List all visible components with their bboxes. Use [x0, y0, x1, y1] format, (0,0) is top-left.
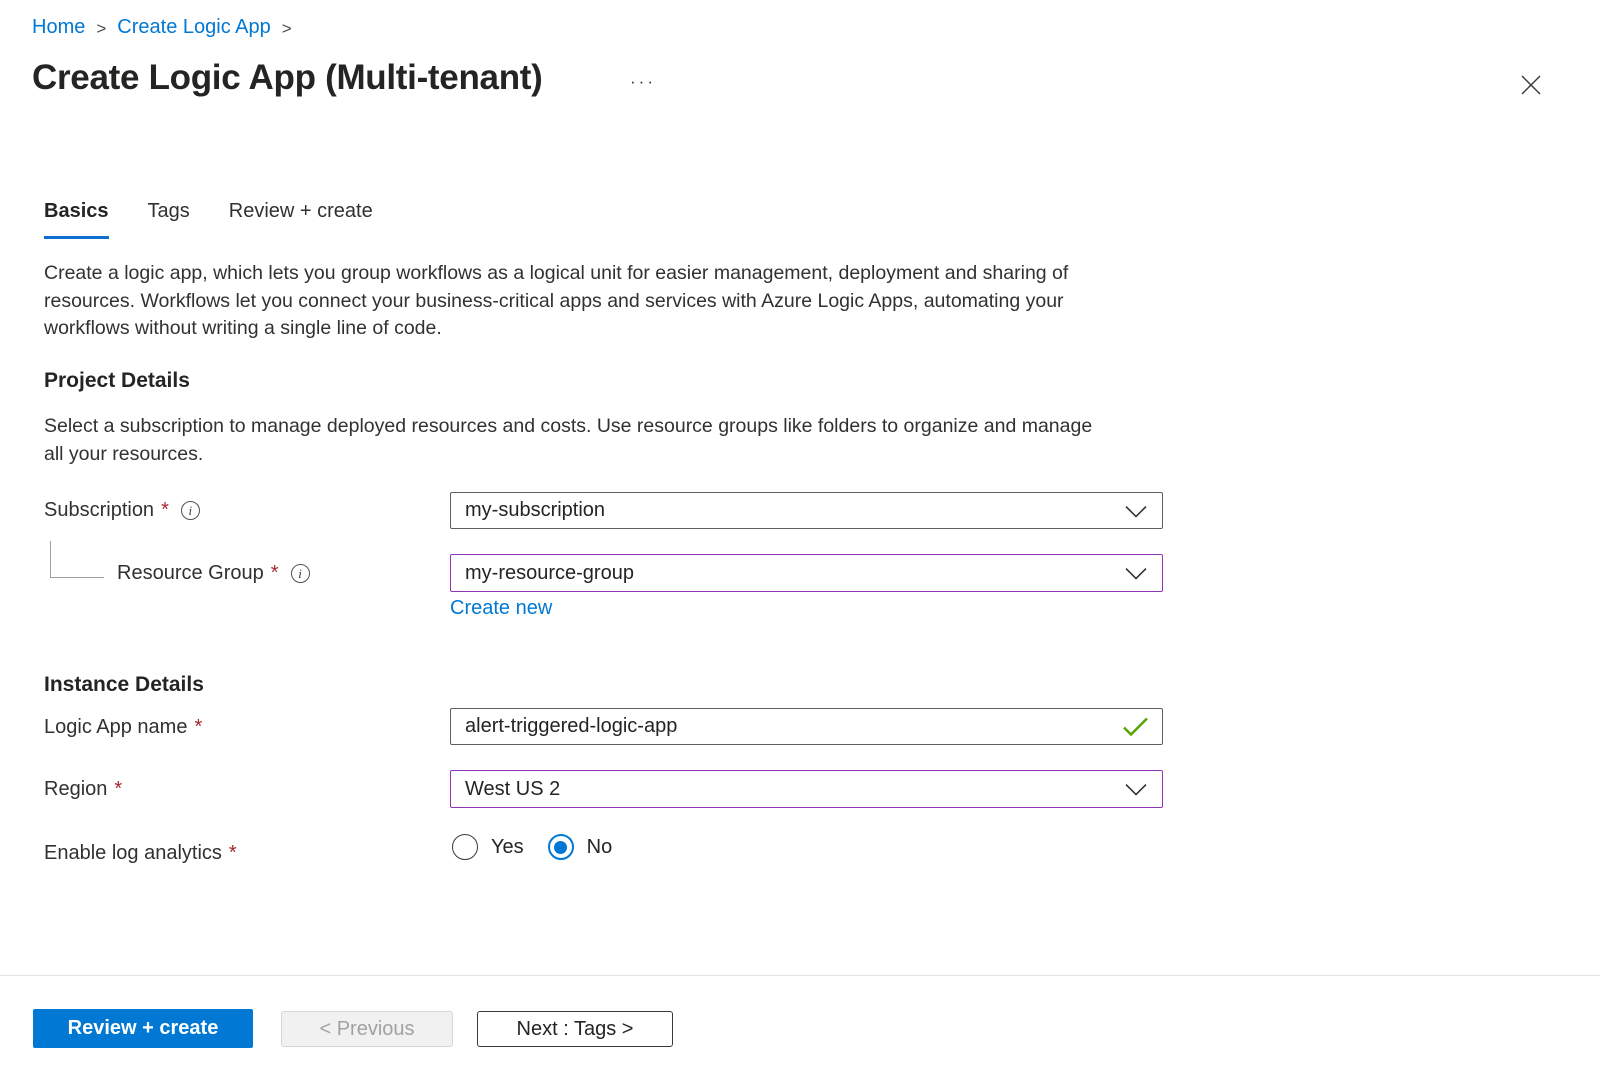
resource-group-value: my-resource-group: [465, 561, 634, 584]
project-details-heading: Project Details: [44, 369, 190, 392]
radio-label-yes: Yes: [491, 835, 524, 858]
region-dropdown[interactable]: [450, 770, 1163, 808]
more-options-button[interactable]: ···: [630, 72, 656, 91]
resource-group-dropdown[interactable]: [450, 554, 1163, 592]
tab-basics[interactable]: Basics: [44, 200, 109, 239]
enable-log-analytics-label: [44, 842, 237, 865]
hierarchy-connector-line: [50, 541, 104, 578]
logic-app-name-label: [44, 716, 202, 739]
region-label-text: Region: [44, 778, 108, 800]
required-asterisk: *: [114, 778, 123, 800]
valid-check-icon: [1122, 716, 1149, 737]
breadcrumb-separator: >: [96, 18, 107, 38]
region-value: West US 2: [465, 777, 561, 800]
radio-label-no: No: [586, 835, 613, 858]
radio-option-yes[interactable]: [452, 834, 524, 860]
logic-app-name-value: alert-triggered-logic-app: [465, 715, 678, 737]
tab-tags[interactable]: Tags: [147, 200, 190, 222]
project-details-description: [44, 413, 1092, 468]
chevron-down-icon: [1125, 505, 1147, 518]
required-asterisk: *: [194, 716, 203, 738]
close-button[interactable]: [1515, 69, 1547, 101]
radio-dot: [554, 841, 567, 854]
subscription-dropdown[interactable]: [450, 492, 1163, 529]
logic-app-name-input[interactable]: [450, 708, 1163, 745]
required-asterisk: *: [161, 499, 169, 521]
radio-option-no[interactable]: [548, 834, 613, 860]
description-line: Select a subscription to manage deployed resources and costs. Use resource groups like folders to organize and manage: [44, 415, 1093, 437]
intro-line: workflows without writing a single line of code.: [44, 317, 442, 339]
tab-review-create[interactable]: Review + create: [228, 200, 373, 222]
logic-app-name-label-text: Logic App name: [44, 716, 188, 738]
info-icon[interactable]: i: [291, 564, 310, 583]
chevron-down-icon: [1125, 568, 1147, 581]
resource-group-label: [117, 562, 310, 585]
intro-line: Create a logic app, which lets you group workflows as a logical unit for easier management, deployment and sharing of: [44, 262, 1069, 284]
required-asterisk: *: [270, 562, 279, 584]
subscription-value: my-subscription: [465, 499, 606, 521]
page-title: Create Logic App (Multi-tenant): [32, 58, 543, 97]
review-create-button[interactable]: Review + create: [33, 1009, 253, 1048]
breadcrumb-link-create-logic-app[interactable]: Create Logic App: [117, 16, 271, 38]
instance-details-heading: Instance Details: [44, 673, 204, 696]
intro-line: resources. Workflows let you connect your business-critical apps and services with Azure Logic Apps, automating your: [44, 289, 1064, 312]
subscription-label-text: Subscription: [44, 499, 155, 521]
info-icon[interactable]: i: [181, 501, 200, 520]
close-icon: [1518, 72, 1544, 98]
previous-button[interactable]: < Previous: [281, 1011, 453, 1047]
chevron-down-icon: [1125, 784, 1147, 797]
tab-bar: [44, 200, 373, 239]
create-new-link[interactable]: Create new: [450, 597, 553, 619]
footer-divider: [0, 975, 1600, 976]
region-label: [44, 778, 122, 801]
radio-icon-selected: [548, 834, 574, 860]
breadcrumb-link-home[interactable]: Home: [32, 16, 86, 38]
breadcrumb: [32, 16, 292, 39]
breadcrumb-separator: >: [281, 18, 292, 38]
description-line: all your resources.: [44, 442, 204, 465]
next-tags-button[interactable]: Next : Tags >: [477, 1011, 673, 1047]
subscription-label: [44, 499, 200, 522]
radio-icon-unselected: [452, 834, 478, 860]
resource-group-label-text: Resource Group: [117, 562, 264, 584]
required-asterisk: *: [228, 842, 237, 864]
enable-log-analytics-radio-group: [452, 834, 612, 860]
enable-log-analytics-label-text: Enable log analytics: [44, 842, 222, 864]
intro-paragraph: [44, 260, 1068, 343]
